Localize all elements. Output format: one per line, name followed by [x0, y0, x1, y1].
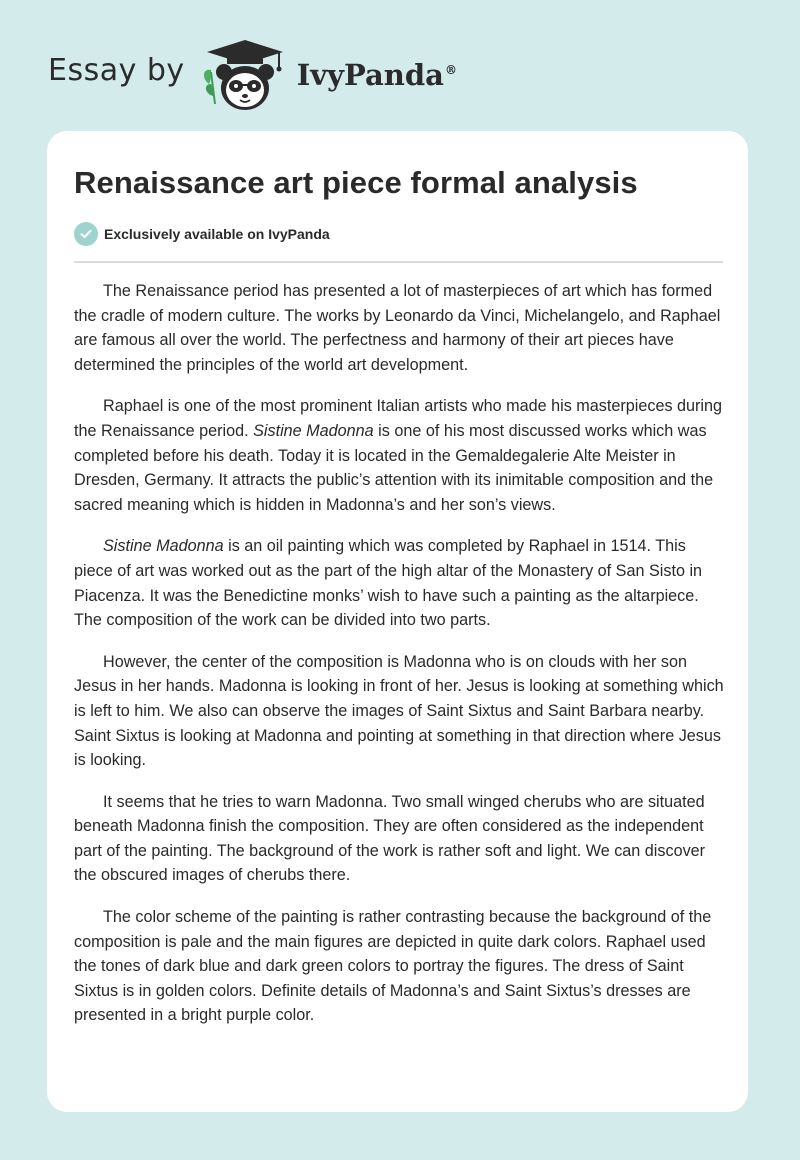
paragraph-2 — [74, 394, 726, 517]
paragraph-1-text: The Renaissance period has presented a lot of masterpieces of art which has formed the cradle of modern culture. The works by Leonardo da Vinci, Michelangelo, and Raphael are famous all over the world. The perfectness and harmony of their art pieces have determined the principles of the world art development. — [74, 282, 721, 374]
paragraph-2-text-after: is one of his most discussed works which was completed before his death. Today it is located in the Gemaldegalerie Alte Meister in Dresden, Germany. It attracts the public’s attention with its inimitable composition and the sacred meaning which is hidden in Madonna’s and her son’s views. — [74, 421, 714, 514]
check-circle-icon — [74, 222, 98, 246]
paragraph-1 — [74, 279, 726, 377]
paragraph-3-text: is an oil painting which was completed by Raphael in 1514. This piece of art was worked out as the part of the high altar of the Monastery of San Sisto in Piacenza. It was the Benedictine monks’ wish to have such a painting as the altarpiece. The composition of the work can be divided into two parts. — [74, 537, 703, 630]
panda-logo-icon — [199, 34, 291, 114]
paragraph-6-text: The color scheme of the painting is rather contrasting because the background of the composition is pale and the main figures are depicted in quite dark colors. Raphael used the tones of dark blue and dark green colors to portray the figures. The dress of Saint Sixtus is in golden colors. Definite details of Madonna’s and Saint Sixtus’s dresses are presented in a bright purple color. — [74, 908, 712, 1025]
article-body — [74, 279, 726, 1045]
essay-by-label: Essay by — [48, 52, 185, 88]
paragraph-2-text-before: Raphael is one of the most prominent Italian artists who made his masterpieces during the Renaissance period. — [74, 397, 723, 440]
artwork-title: Sistine Madonna — [253, 421, 374, 440]
exclusive-badge — [74, 222, 330, 246]
artwork-title: Sistine Madonna — [103, 537, 224, 556]
registered-mark: ® — [444, 63, 457, 78]
paragraph-6 — [74, 905, 726, 1028]
paragraph-5-text: It seems that he tries to warn Madonna. Two small winged cherubs who are situated beneath Madonna finish the composition. They are often considered as the independent part of the painting. The background of the work is rather soft and light. We can discover the obscured images of cherubs there. — [74, 792, 706, 885]
badge-text: Exclusively available on IvyPanda — [104, 226, 330, 242]
brand-text: IvyPanda — [296, 58, 444, 92]
divider — [74, 261, 723, 263]
site-header — [48, 34, 457, 114]
paragraph-4-text: However, the center of the composition is Madonna who is on clouds with her son Jesus in her hands. Madonna is looking in front of her. Jesus is looking at something which is left to him. We also can observe the images of Saint Sixtus and Saint Barbara nearby. Saint Sixtus is looking at Madonna and pointing at something in that direction where Jesus is looking. — [74, 652, 724, 770]
paragraph-4 — [74, 650, 726, 773]
brand-name — [297, 58, 457, 92]
paragraph-3 — [74, 534, 726, 632]
page-title: Renaissance art piece formal analysis — [74, 165, 638, 200]
paragraph-5 — [74, 790, 726, 888]
article-card — [47, 131, 748, 1112]
